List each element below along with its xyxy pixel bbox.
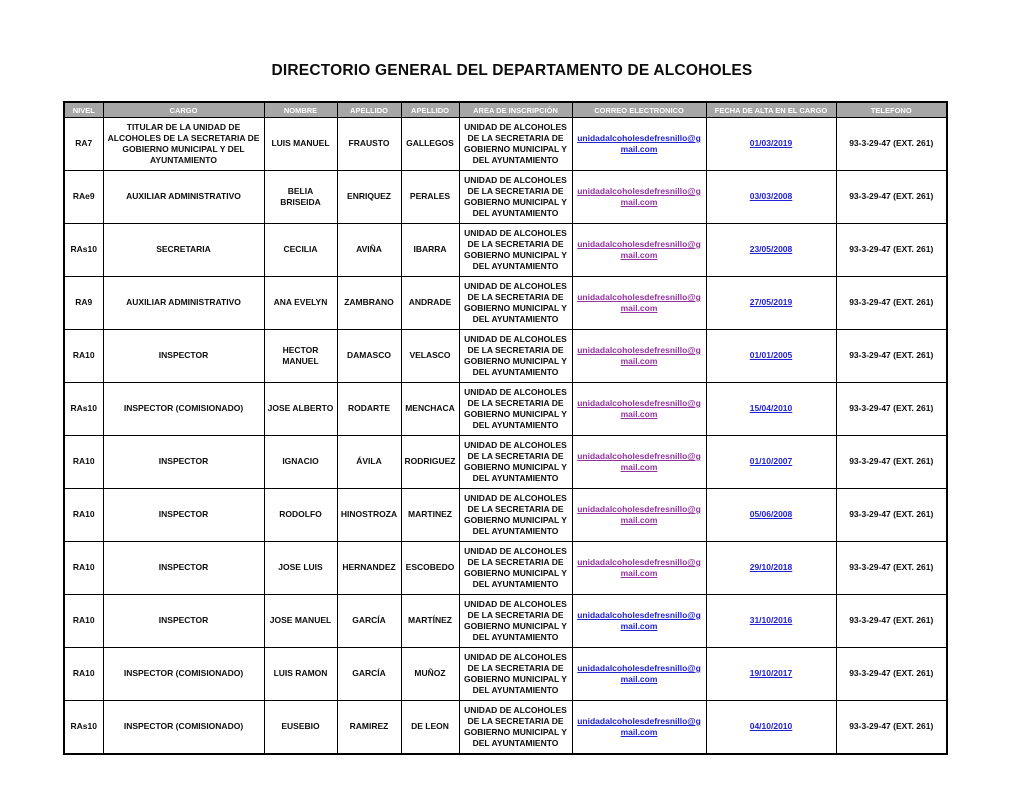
nombre-cell: IGNACIO (264, 436, 337, 489)
directory-table (63, 101, 948, 755)
nivel-cell: RAe9 (64, 171, 103, 224)
fecha-link[interactable]: 04/10/2010 (749, 721, 793, 732)
telefono-cell: 93-3-29-47 (EXT. 261) (836, 542, 947, 595)
column-header-6: CORREO ELECTRONICO (572, 102, 706, 118)
nombre-cell: JOSE MANUEL (264, 595, 337, 648)
correo-cell (572, 701, 706, 755)
table-row (64, 224, 947, 277)
apellido-materno-cell: RODRIGUEZ (401, 436, 459, 489)
table-row (64, 489, 947, 542)
apellido-paterno-cell: ÁVILA (337, 436, 401, 489)
column-header-5: AREA DE INSCRIPCIÓN (459, 102, 572, 118)
area-inscripcion-cell: UNIDAD DE ALCOHOLES DE LA SECRETARIA DE GOBIERNO MUNICIPAL Y DEL AYUNTAMIENTO (459, 648, 572, 701)
apellido-paterno-cell: GARCÍA (337, 648, 401, 701)
telefono-cell: 93-3-29-47 (EXT. 261) (836, 277, 947, 330)
cargo-cell: INSPECTOR (COMISIONADO) (103, 383, 264, 436)
fecha-link[interactable]: 01/03/2019 (749, 138, 793, 149)
column-header-7: FECHA DE ALTA EN EL CARGO (706, 102, 836, 118)
cargo-cell: INSPECTOR (103, 542, 264, 595)
correo-cell (572, 224, 706, 277)
email-link[interactable]: unidadalcoholesdefresnillo@gmail.com (577, 185, 701, 207)
cargo-cell: INSPECTOR (COMISIONADO) (103, 701, 264, 755)
nivel-cell: RA10 (64, 330, 103, 383)
nivel-cell: RA10 (64, 648, 103, 701)
nivel-cell: RA10 (64, 489, 103, 542)
table-row (64, 701, 947, 755)
nombre-cell: HECTOR MANUEL (264, 330, 337, 383)
apellido-paterno-cell: RAMIREZ (337, 701, 401, 755)
telefono-cell: 93-3-29-47 (EXT. 261) (836, 436, 947, 489)
email-link[interactable]: unidadalcoholesdefresnillo@gmail.com (577, 556, 701, 578)
fecha-alta-cell (706, 489, 836, 542)
cargo-cell: INSPECTOR (103, 436, 264, 489)
nivel-cell: RA10 (64, 436, 103, 489)
cargo-cell: INSPECTOR (103, 330, 264, 383)
nombre-cell: RODOLFO (264, 489, 337, 542)
fecha-alta-cell (706, 595, 836, 648)
email-link[interactable]: unidadalcoholesdefresnillo@gmail.com (577, 715, 701, 737)
area-inscripcion-cell: UNIDAD DE ALCOHOLES DE LA SECRETARIA DE GOBIERNO MUNICIPAL Y DEL AYUNTAMIENTO (459, 542, 572, 595)
fecha-link[interactable]: 31/10/2016 (749, 615, 793, 626)
telefono-cell: 93-3-29-47 (EXT. 261) (836, 489, 947, 542)
table-row (64, 330, 947, 383)
email-link[interactable]: unidadalcoholesdefresnillo@gmail.com (577, 238, 701, 260)
area-inscripcion-cell: UNIDAD DE ALCOHOLES DE LA SECRETARIA DE GOBIERNO MUNICIPAL Y DEL AYUNTAMIENTO (459, 436, 572, 489)
nombre-cell: CECILIA (264, 224, 337, 277)
telefono-cell: 93-3-29-47 (EXT. 261) (836, 383, 947, 436)
nombre-cell: ANA EVELYN (264, 277, 337, 330)
table-header (64, 102, 947, 118)
fecha-alta-cell (706, 436, 836, 489)
column-header-0: NIVEL (64, 102, 103, 118)
fecha-alta-cell (706, 542, 836, 595)
apellido-materno-cell: DE LEON (401, 701, 459, 755)
nombre-cell: EUSEBIO (264, 701, 337, 755)
correo-cell (572, 330, 706, 383)
fecha-alta-cell (706, 330, 836, 383)
cargo-cell: INSPECTOR (103, 489, 264, 542)
telefono-cell: 93-3-29-47 (EXT. 261) (836, 224, 947, 277)
fecha-alta-cell (706, 118, 836, 171)
apellido-materno-cell: MARTÍNEZ (401, 595, 459, 648)
nivel-cell: RA7 (64, 118, 103, 171)
fecha-alta-cell (706, 701, 836, 755)
cargo-cell: SECRETARIA (103, 224, 264, 277)
apellido-materno-cell: ANDRADE (401, 277, 459, 330)
area-inscripcion-cell: UNIDAD DE ALCOHOLES DE LA SECRETARIA DE GOBIERNO MUNICIPAL Y DEL AYUNTAMIENTO (459, 383, 572, 436)
nombre-cell: JOSE ALBERTO (264, 383, 337, 436)
page-title: DIRECTORIO GENERAL DEL DEPARTAMENTO DE ALCOHOLES (271, 62, 753, 79)
apellido-materno-cell: IBARRA (401, 224, 459, 277)
email-link[interactable]: unidadalcoholesdefresnillo@gmail.com (577, 450, 701, 472)
fecha-link[interactable]: 19/10/2017 (749, 668, 793, 679)
apellido-materno-cell: ESCOBEDO (401, 542, 459, 595)
fecha-link[interactable]: 01/01/2005 (749, 350, 793, 361)
fecha-link[interactable]: 27/05/2019 (749, 297, 793, 308)
correo-cell (572, 277, 706, 330)
table-row (64, 436, 947, 489)
nombre-cell: BELIA BRISEIDA (264, 171, 337, 224)
area-inscripcion-cell: UNIDAD DE ALCOHOLES DE LA SECRETARIA DE GOBIERNO MUNICIPAL Y DEL AYUNTAMIENTO (459, 277, 572, 330)
area-inscripcion-cell: UNIDAD DE ALCOHOLES DE LA SECRETARIA DE GOBIERNO MUNICIPAL Y DEL AYUNTAMIENTO (459, 118, 572, 171)
correo-cell (572, 595, 706, 648)
nivel-cell: RA10 (64, 542, 103, 595)
apellido-materno-cell: GALLEGOS (401, 118, 459, 171)
email-link[interactable]: unidadalcoholesdefresnillo@gmail.com (577, 397, 701, 419)
nombre-cell: LUIS RAMON (264, 648, 337, 701)
fecha-alta-cell (706, 224, 836, 277)
nombre-cell: LUIS MANUEL (264, 118, 337, 171)
area-inscripcion-cell: UNIDAD DE ALCOHOLES DE LA SECRETARIA DE GOBIERNO MUNICIPAL Y DEL AYUNTAMIENTO (459, 701, 572, 755)
table-row (64, 648, 947, 701)
fecha-link[interactable]: 23/05/2008 (749, 244, 793, 255)
nivel-cell: RA10 (64, 595, 103, 648)
cargo-cell: INSPECTOR (103, 595, 264, 648)
correo-cell (572, 489, 706, 542)
apellido-paterno-cell: HINOSTROZA (337, 489, 401, 542)
apellido-paterno-cell: ZAMBRANO (337, 277, 401, 330)
fecha-link[interactable]: 01/10/2007 (749, 456, 793, 467)
apellido-materno-cell: MARTINEZ (401, 489, 459, 542)
apellido-materno-cell: VELASCO (401, 330, 459, 383)
correo-cell (572, 171, 706, 224)
fecha-link[interactable]: 29/10/2018 (749, 562, 793, 573)
table-row (64, 542, 947, 595)
fecha-alta-cell (706, 648, 836, 701)
table-row (64, 171, 947, 224)
apellido-paterno-cell: GARCÍA (337, 595, 401, 648)
column-header-2: NOMBRE (264, 102, 337, 118)
fecha-link[interactable]: 05/06/2008 (749, 509, 793, 520)
cargo-cell: AUXILIAR ADMINISTRATIVO (103, 171, 264, 224)
area-inscripcion-cell: UNIDAD DE ALCOHOLES DE LA SECRETARIA DE GOBIERNO MUNICIPAL Y DEL AYUNTAMIENTO (459, 330, 572, 383)
area-inscripcion-cell: UNIDAD DE ALCOHOLES DE LA SECRETARIA DE GOBIERNO MUNICIPAL Y DEL AYUNTAMIENTO (459, 595, 572, 648)
nombre-cell: JOSE LUIS (264, 542, 337, 595)
telefono-cell: 93-3-29-47 (EXT. 261) (836, 118, 947, 171)
table-row (64, 118, 947, 171)
telefono-cell: 93-3-29-47 (EXT. 261) (836, 648, 947, 701)
telefono-cell: 93-3-29-47 (EXT. 261) (836, 701, 947, 755)
fecha-link[interactable]: 03/03/2008 (749, 191, 793, 202)
fecha-alta-cell (706, 277, 836, 330)
table-body (64, 118, 947, 755)
email-link[interactable]: unidadalcoholesdefresnillo@gmail.com (577, 291, 701, 313)
apellido-materno-cell: MENCHACA (401, 383, 459, 436)
nivel-cell: RAs10 (64, 701, 103, 755)
table-row (64, 277, 947, 330)
email-link[interactable]: unidadalcoholesdefresnillo@gmail.com (577, 132, 701, 154)
header-row (64, 102, 947, 118)
email-link[interactable]: unidadalcoholesdefresnillo@gmail.com (577, 609, 701, 631)
area-inscripcion-cell: UNIDAD DE ALCOHOLES DE LA SECRETARIA DE GOBIERNO MUNICIPAL Y DEL AYUNTAMIENTO (459, 171, 572, 224)
correo-cell (572, 436, 706, 489)
cargo-cell: AUXILIAR ADMINISTRATIVO (103, 277, 264, 330)
cargo-cell: INSPECTOR (COMISIONADO) (103, 648, 264, 701)
column-header-1: CARGO (103, 102, 264, 118)
telefono-cell: 93-3-29-47 (EXT. 261) (836, 171, 947, 224)
apellido-materno-cell: MUÑOZ (401, 648, 459, 701)
nivel-cell: RAs10 (64, 383, 103, 436)
table-row (64, 595, 947, 648)
telefono-cell: 93-3-29-47 (EXT. 261) (836, 330, 947, 383)
correo-cell (572, 648, 706, 701)
apellido-paterno-cell: AVIÑA (337, 224, 401, 277)
apellido-paterno-cell: FRAUSTO (337, 118, 401, 171)
correo-cell (572, 118, 706, 171)
fecha-alta-cell (706, 383, 836, 436)
correo-cell (572, 542, 706, 595)
table-row (64, 383, 947, 436)
apellido-paterno-cell: RODARTE (337, 383, 401, 436)
apellido-paterno-cell: ENRIQUEZ (337, 171, 401, 224)
apellido-paterno-cell: DAMASCO (337, 330, 401, 383)
telefono-cell: 93-3-29-47 (EXT. 261) (836, 595, 947, 648)
email-link[interactable]: unidadalcoholesdefresnillo@gmail.com (577, 503, 701, 525)
email-link[interactable]: unidadalcoholesdefresnillo@gmail.com (577, 662, 701, 684)
column-header-8: TELEFONO (836, 102, 947, 118)
correo-cell (572, 383, 706, 436)
area-inscripcion-cell: UNIDAD DE ALCOHOLES DE LA SECRETARIA DE GOBIERNO MUNICIPAL Y DEL AYUNTAMIENTO (459, 224, 572, 277)
nivel-cell: RA9 (64, 277, 103, 330)
fecha-link[interactable]: 15/04/2010 (749, 403, 793, 414)
column-header-4: APELLIDO (401, 102, 459, 118)
nivel-cell: RAs10 (64, 224, 103, 277)
cargo-cell: TITULAR DE LA UNIDAD DE ALCOHOLES DE LA SECRETARIA DE GOBIERNO MUNICIPAL Y DEL AYUNTAMIENTO (103, 118, 264, 171)
column-header-3: APELLIDO (337, 102, 401, 118)
apellido-paterno-cell: HERNANDEZ (337, 542, 401, 595)
apellido-materno-cell: PERALES (401, 171, 459, 224)
area-inscripcion-cell: UNIDAD DE ALCOHOLES DE LA SECRETARIA DE GOBIERNO MUNICIPAL Y DEL AYUNTAMIENTO (459, 489, 572, 542)
email-link[interactable]: unidadalcoholesdefresnillo@gmail.com (577, 344, 701, 366)
fecha-alta-cell (706, 171, 836, 224)
